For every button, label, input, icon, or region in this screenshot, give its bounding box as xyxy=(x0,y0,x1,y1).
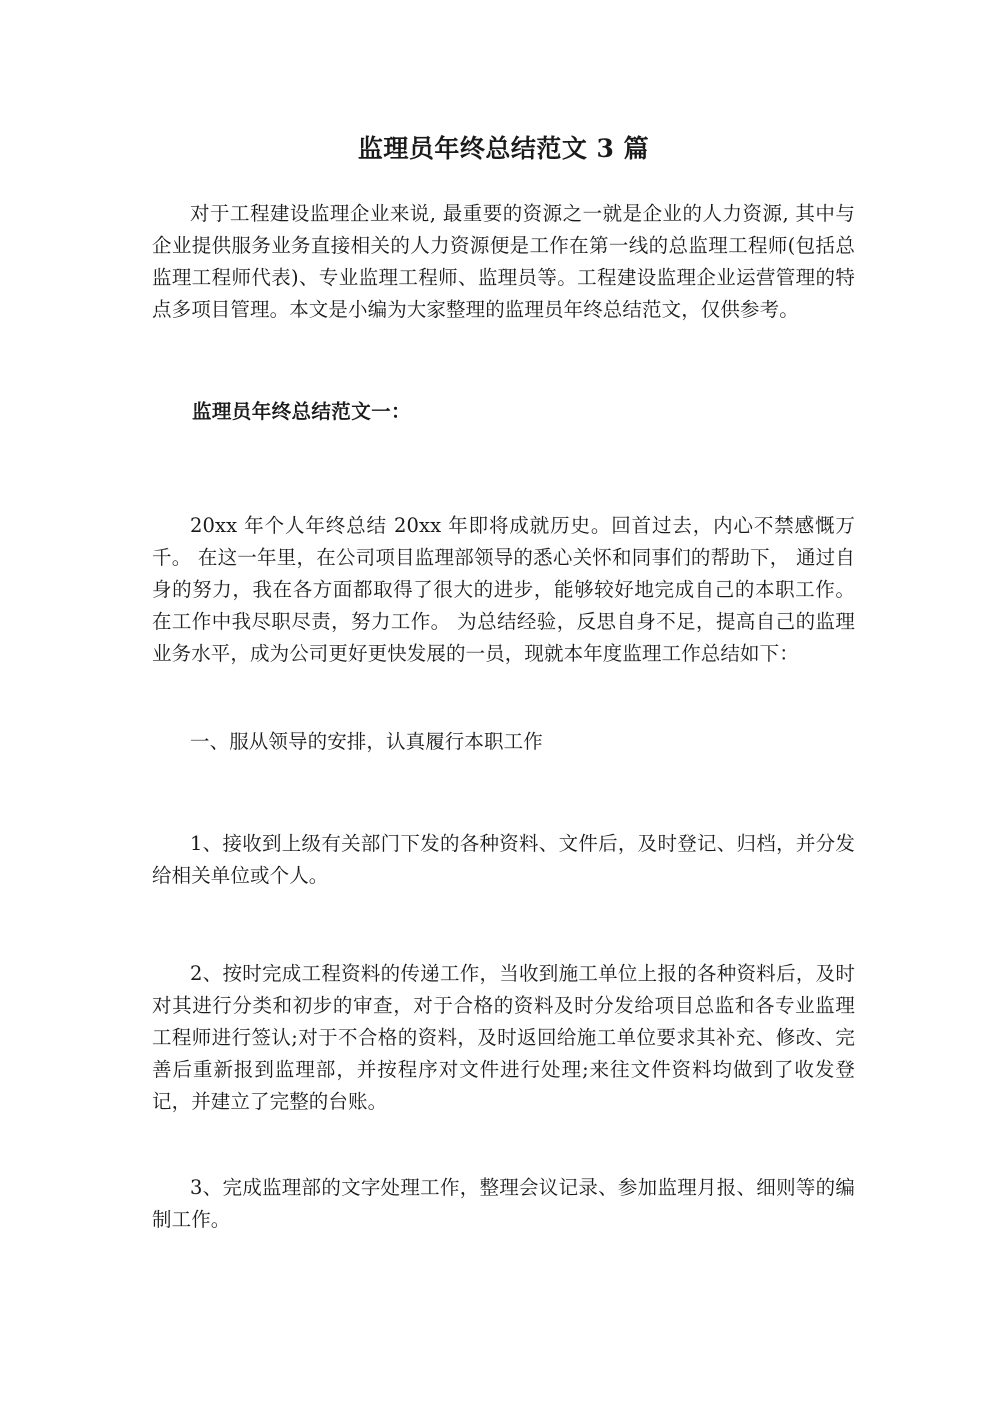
sub-heading-block-1 xyxy=(152,396,855,428)
intro-paragraph: 对于工程建设监理企业来说, 最重要的资源之一就是企业的人力资源, 其中与企业提供服务业务直接相关的人力资源便是工作在第一线的总监理工程师(包括总监理工程师代表)、专业监理工程师、监理员等。工程建设监理企业运营管理的特点多项目管理。本文是小编为大家整理的监理员年终总结范文，仅供参考。 xyxy=(152,202,855,321)
list-item: 2、按时完成工程资料的传递工作，当收到施工单位上报的各种资料后，及时对其进行分类和初步的审查，对于合格的资料及时分发给项目总监和各专业监理工程师进行签认;对于不合格的资料，及时返回给施工单位要求其补充、修改、完善后重新报到监理部，并按程序对文件进行处理;来往文件资料均做到了收发登记，并建立了完整的台账。 xyxy=(152,962,855,1113)
page-title: 监理员年终总结范文 3 篇 xyxy=(357,134,650,163)
list-item-block-2 xyxy=(152,958,855,1118)
section-heading-block-1 xyxy=(152,726,855,758)
list-item-block-3 xyxy=(152,1172,855,1236)
list-item-block-1 xyxy=(152,828,855,892)
summary-paragraph: 20xx 年个人年终总结 20xx 年即将成就历史。回首过去，内心不禁感慨万千。 在这一年里，在公司项目监理部领导的悉心关怀和同事们的帮助下， 通过自身的努力，我在各方面都取得了很大的进步，能够较好地完成自己的本职工作。 在工作中我尽职尽责，努力工作。 为总结经验，反思自身不足，提高自己的监理业务水平，成为公司更好更快发展的一员，现就本年度监理工作总结如下： xyxy=(152,514,855,665)
list-item: 1、接收到上级有关部门下发的各种资料、文件后，及时登记、归档，并分发给相关单位或个人。 xyxy=(152,832,855,887)
summary-block xyxy=(152,510,855,670)
section-heading-one: 一、服从领导的安排，认真履行本职工作 xyxy=(190,730,543,753)
list-item: 3、完成监理部的文字处理工作，整理会议记录、参加监理月报、细则等的编制工作。 xyxy=(152,1176,855,1231)
intro-block xyxy=(152,198,855,326)
sub-heading-sample-one: 监理员年终总结范文一： xyxy=(192,400,411,423)
